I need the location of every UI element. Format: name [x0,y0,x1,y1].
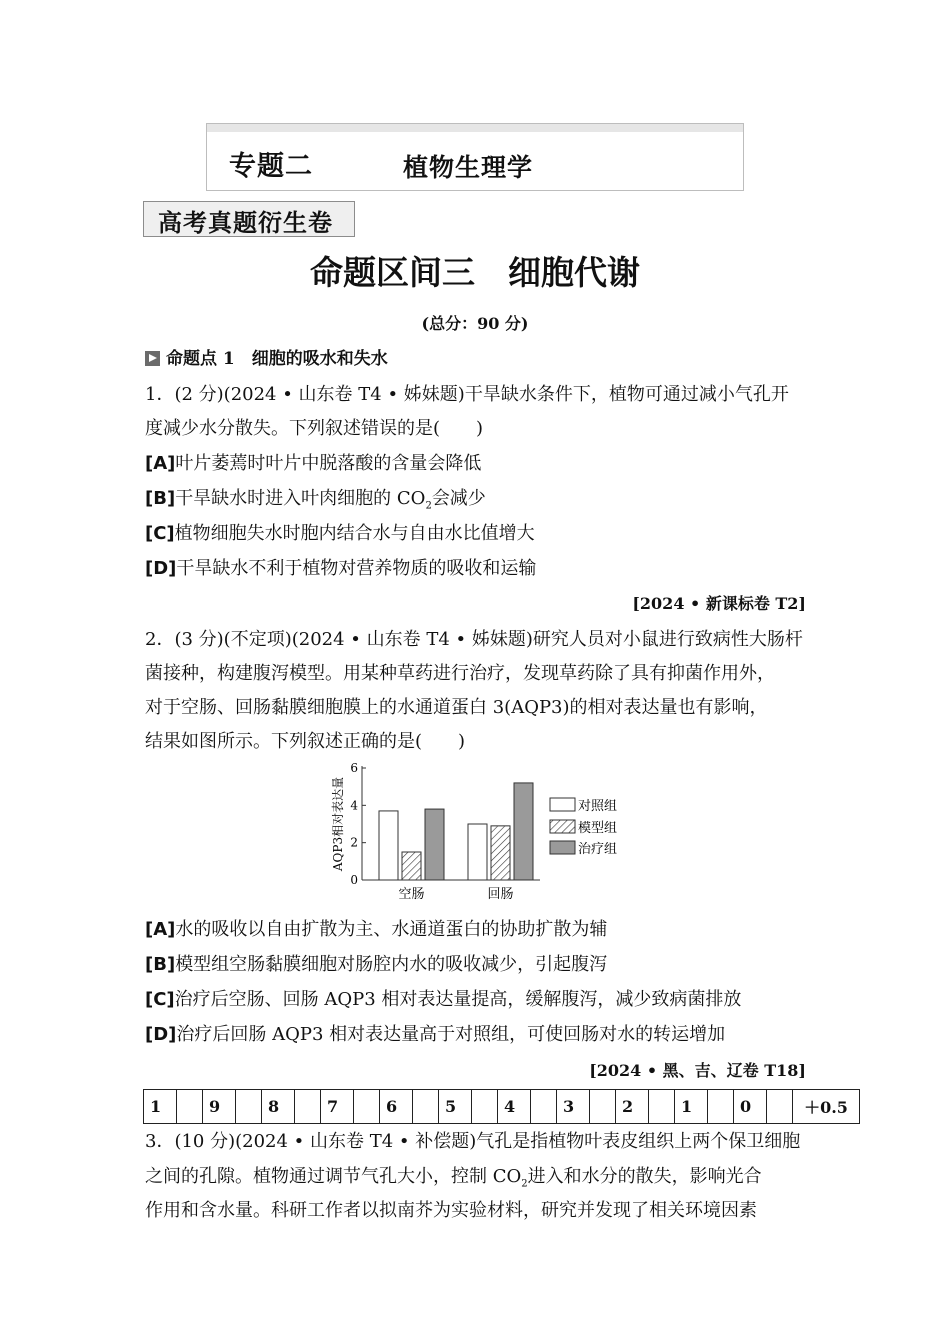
option-text: 干旱缺水不利于植物对营养物质的吸收和运输 [176,558,537,579]
legend-label: 模型组 [578,821,618,836]
play-triangle-icon [145,351,160,366]
option-text-end: 会减少 [431,488,486,509]
section-heading [145,344,388,369]
legend-label: 治疗组 [578,842,618,857]
q2-option-b [145,950,607,976]
score-row [144,1090,860,1124]
exam-tag [143,201,355,237]
q1-option-c [145,519,535,545]
q2-option-c [145,985,741,1011]
bar-0-0 [379,811,398,880]
y-axis-label: AQP3相对表达量 [331,776,345,872]
bar-1-0 [468,824,487,880]
legend-swatch [550,841,575,854]
option-text: 水的吸收以自由扩散为主、水通道蛋白的协助扩散为辅 [175,919,608,940]
score-cell: 9 [203,1090,236,1124]
y-tick-label: 6 [350,761,358,775]
score-blank-cell[interactable] [708,1090,734,1124]
chapter-title: 植物生理学 [403,153,534,182]
chapter-number: 专题二 [229,151,313,182]
score-blank-cell[interactable] [531,1090,557,1124]
option-text: 治疗后回肠 AQP3 相对表达量高于对照组，可使回肠对水的转运增加 [176,1024,726,1045]
q3-text: 之间的孔隙。植物通过调节气孔大小，控制 CO [145,1166,522,1187]
score-cell: 5 [439,1090,472,1124]
score-cell: 1 [675,1090,708,1124]
option-label: [D] [145,558,177,579]
q1-stem-line2: 度减少水分散失。下列叙述错误的是( ) [145,418,484,439]
q3-text-end: 进入和水分的散失，影响光合 [527,1166,762,1187]
score-cell: 4 [498,1090,531,1124]
option-text: 叶片萎蔫时叶片中脱落酸的含量会降低 [175,453,482,474]
score-cell: 8 [262,1090,295,1124]
score-cell: ＋0.5 [793,1090,860,1124]
score-blank-cell[interactable] [295,1090,321,1124]
x-tick-label: 回肠 [487,887,514,902]
total-score: (总分：90 分) [421,314,529,333]
score-blank-cell[interactable] [590,1090,616,1124]
exam-tag-label: 高考真题衍生卷 [158,208,333,237]
aqp3-bar-chart [330,760,640,905]
q1-stem-line1: 1．(2 分)(2024 • 山东卷 T4 • 姊妹题)干旱缺水条件下，植物可通过减小气孔开 [145,384,789,405]
q2-stem-line4: 结果如图所示。下列叙述正确的是( ) [145,731,466,752]
q2-option-a [145,915,607,941]
q2-stem-line2: 菌接种，构建腹泻模型。用某种草药进行治疗，发现草药除了具有抑菌作用外， [145,663,775,684]
q3-stem-line3: 作用和含水量。科研工作者以拟南芥为实验材料，研究并发现了相关环境因素 [145,1200,757,1221]
legend-swatch [550,820,575,833]
option-label: [C] [145,523,175,544]
option-text: 模型组空肠黏膜细胞对肠腔内水的吸收减少，引起腹泻 [175,954,608,975]
q1-option-a [145,449,481,475]
option-label: [A] [145,919,176,940]
option-text: 治疗后空肠、回肠 AQP3 相对表达量提高，缓解腹泻，减少致病菌排放 [174,989,742,1010]
score-cell: 6 [380,1090,413,1124]
page-title: 命题区间三 细胞代谢 [310,253,640,292]
option-text: 干旱缺水时进入叶肉细胞的 CO [175,488,426,509]
score-blank-cell[interactable] [472,1090,498,1124]
section-heading-label: 命题点 1 细胞的吸水和失水 [166,349,388,369]
score-blank-cell[interactable] [236,1090,262,1124]
q2-option-d [145,1020,725,1046]
q1-option-d [145,554,536,580]
score-blank-cell[interactable] [767,1090,793,1124]
x-tick-label: 空肠 [398,887,425,902]
bar-0-1 [402,852,421,880]
option-label: [D] [145,1024,177,1045]
score-blank-cell[interactable] [354,1090,380,1124]
y-tick-label: 4 [350,798,358,813]
bar-1-1 [491,826,510,880]
q3-stem-line1: 3．(10 分)(2024 • 山东卷 T4 • 补偿题)气孔是指植物叶表皮组织上两个保卫细胞 [145,1131,801,1152]
score-blank-cell[interactable] [177,1090,203,1124]
score-cell: 1 [144,1090,177,1124]
q2-stem-line1: 2．(3 分)(不定项)(2024 • 山东卷 T4 • 姊妹题)研究人员对小鼠进行致病性大肠杆 [145,629,803,650]
score-cell: 3 [557,1090,590,1124]
chapter-banner [206,123,744,191]
q2-stem-line3: 对于空肠、回肠黏膜细胞膜上的水通道蛋白 3(AQP3)的相对表达量也有影响， [145,697,768,718]
q1-source: [2024 • 新课标卷 T2] [632,594,806,613]
score-blank-cell[interactable] [649,1090,675,1124]
q3-stem-line2 [145,1162,762,1190]
q1-option-b [145,484,486,512]
score-blank-cell[interactable] [413,1090,439,1124]
banner-stripe [207,124,743,132]
score-cell: 7 [321,1090,354,1124]
score-cell: 0 [734,1090,767,1124]
option-label: [A] [145,453,176,474]
subscript: 2 [425,500,432,512]
q2-source: [2024 • 黑、吉、辽卷 T18] [589,1061,806,1080]
legend-swatch [550,798,575,811]
y-tick-label: 0 [350,873,358,887]
bar-1-2 [514,783,533,880]
subscript: 2 [521,1178,528,1190]
legend-label: 对照组 [578,799,618,814]
option-label: [C] [145,989,175,1010]
bar-0-2 [425,809,444,880]
option-label: [B] [145,488,176,509]
score-table [143,1089,860,1124]
y-tick-label: 2 [350,835,358,850]
score-cell: 2 [616,1090,649,1124]
option-label: [B] [145,954,176,975]
option-text: 植物细胞失水时胞内结合水与自由水比值增大 [174,523,535,544]
